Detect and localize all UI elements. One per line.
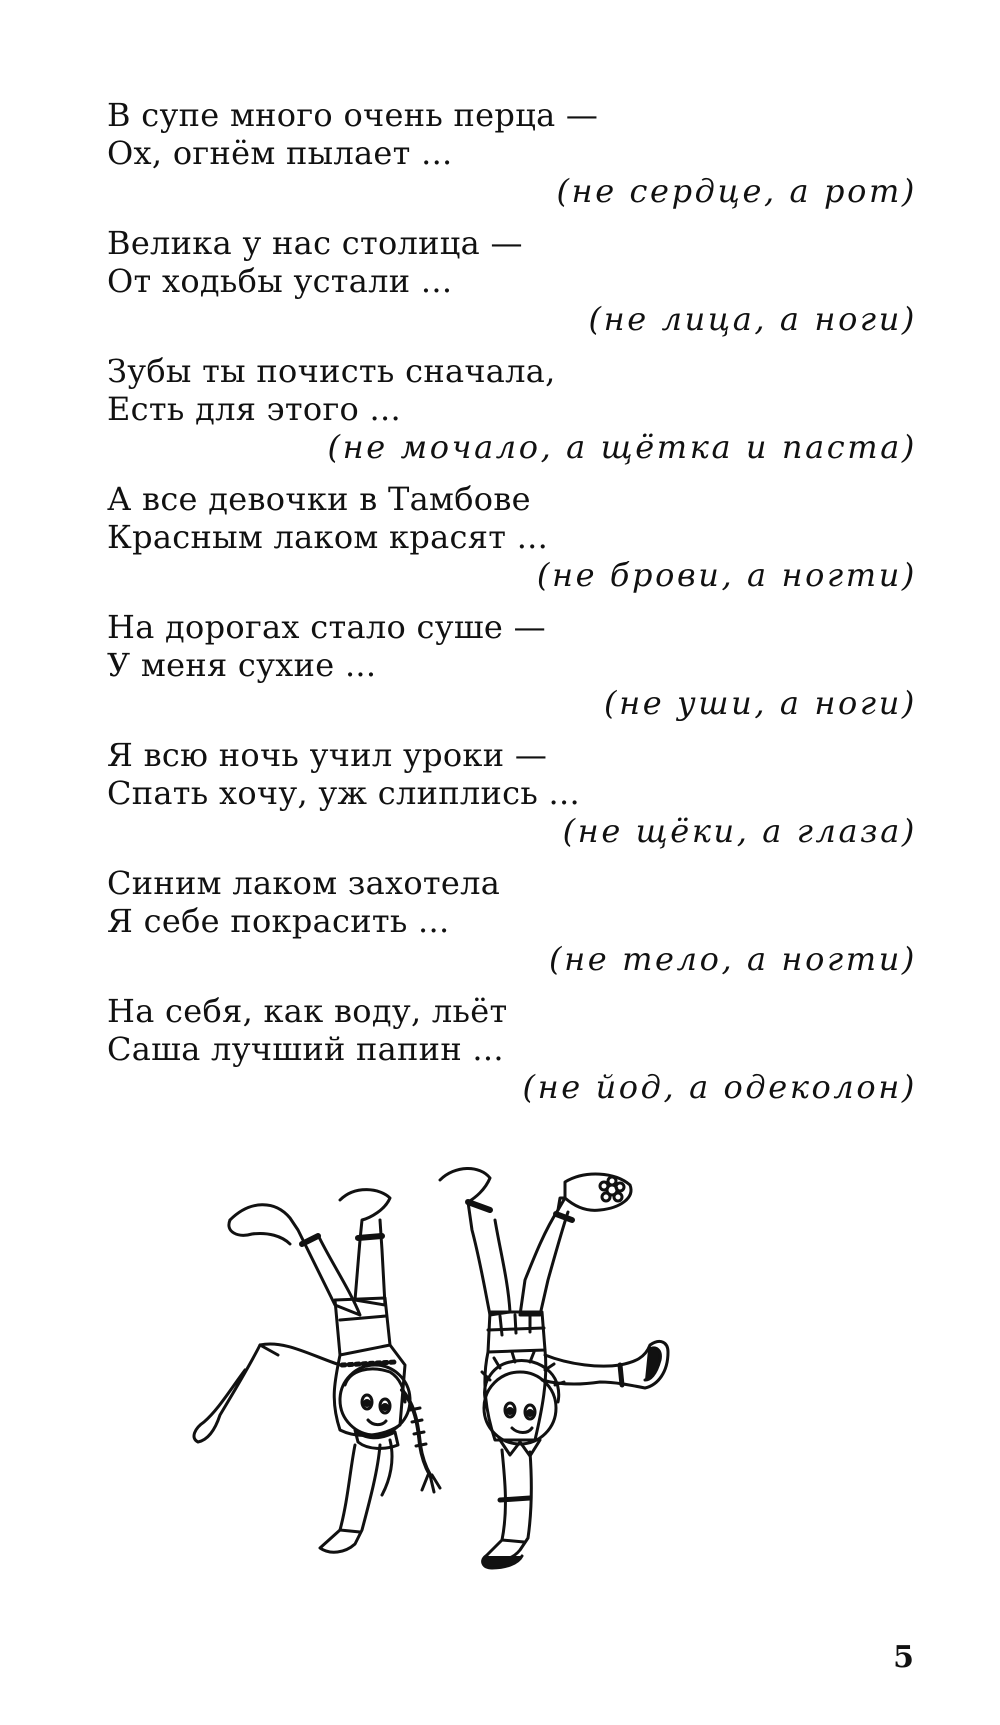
stanza-answer: (не йод, а одеколон): [522, 1068, 917, 1106]
stanza-line: Ох, огнём пылает ...: [107, 134, 453, 172]
cartwheeling-children-icon: [190, 1140, 780, 1640]
stanza-line: Спать хочу, уж слиплись ...: [107, 774, 580, 812]
stanza-line: Саша лучший папин ...: [107, 1030, 504, 1068]
stanza-2: [107, 224, 917, 352]
stanza-line: Есть для этого ...: [107, 390, 401, 428]
stanza-answer: (не тело, а ногти): [549, 940, 917, 978]
boy-figure-icon: [440, 1168, 668, 1568]
stanza-4: [107, 480, 917, 608]
stanza-6: [107, 736, 917, 864]
stanza-line: В супе много очень перца —: [107, 96, 599, 134]
stanza-line: Я себе покрасить ...: [107, 902, 450, 940]
stanza-3: [107, 352, 917, 480]
stanza-line: Зубы ты почисть сначала,: [107, 352, 556, 390]
stanza-answer: (не уши, а ноги): [604, 684, 917, 722]
riddle-verses: [107, 96, 917, 1120]
stanza-line: На дорогах стало суше —: [107, 608, 546, 646]
stanza-7: [107, 864, 917, 992]
stanza-line: Синим лаком захотела: [107, 864, 501, 902]
stanza-answer: (не сердце, а рот): [556, 172, 917, 210]
girl-figure-icon: [194, 1190, 440, 1553]
stanza-answer: (не лица, а ноги): [588, 300, 917, 338]
stanza-5: [107, 608, 917, 736]
stanza-8: [107, 992, 917, 1120]
stanza-line: Велика у нас столица —: [107, 224, 523, 262]
stanza-line: А все девочки в Тамбове: [107, 480, 531, 518]
stanza-line: На себя, как воду, льёт: [107, 992, 508, 1030]
stanza-answer: (не мочало, а щётка и паста): [327, 428, 917, 466]
stanza-line: От ходьбы устали ...: [107, 262, 453, 300]
stanza-1: [107, 96, 917, 224]
stanza-answer: (не брови, а ногти): [536, 556, 917, 594]
stanza-line: У меня сухие ...: [107, 646, 377, 684]
stanza-answer: (не щёки, а глаза): [562, 812, 917, 850]
stanza-line: Красным лаком красят ...: [107, 518, 549, 556]
page-number: 5: [893, 1640, 914, 1675]
stanza-line: Я всю ночь учил уроки —: [107, 736, 548, 774]
